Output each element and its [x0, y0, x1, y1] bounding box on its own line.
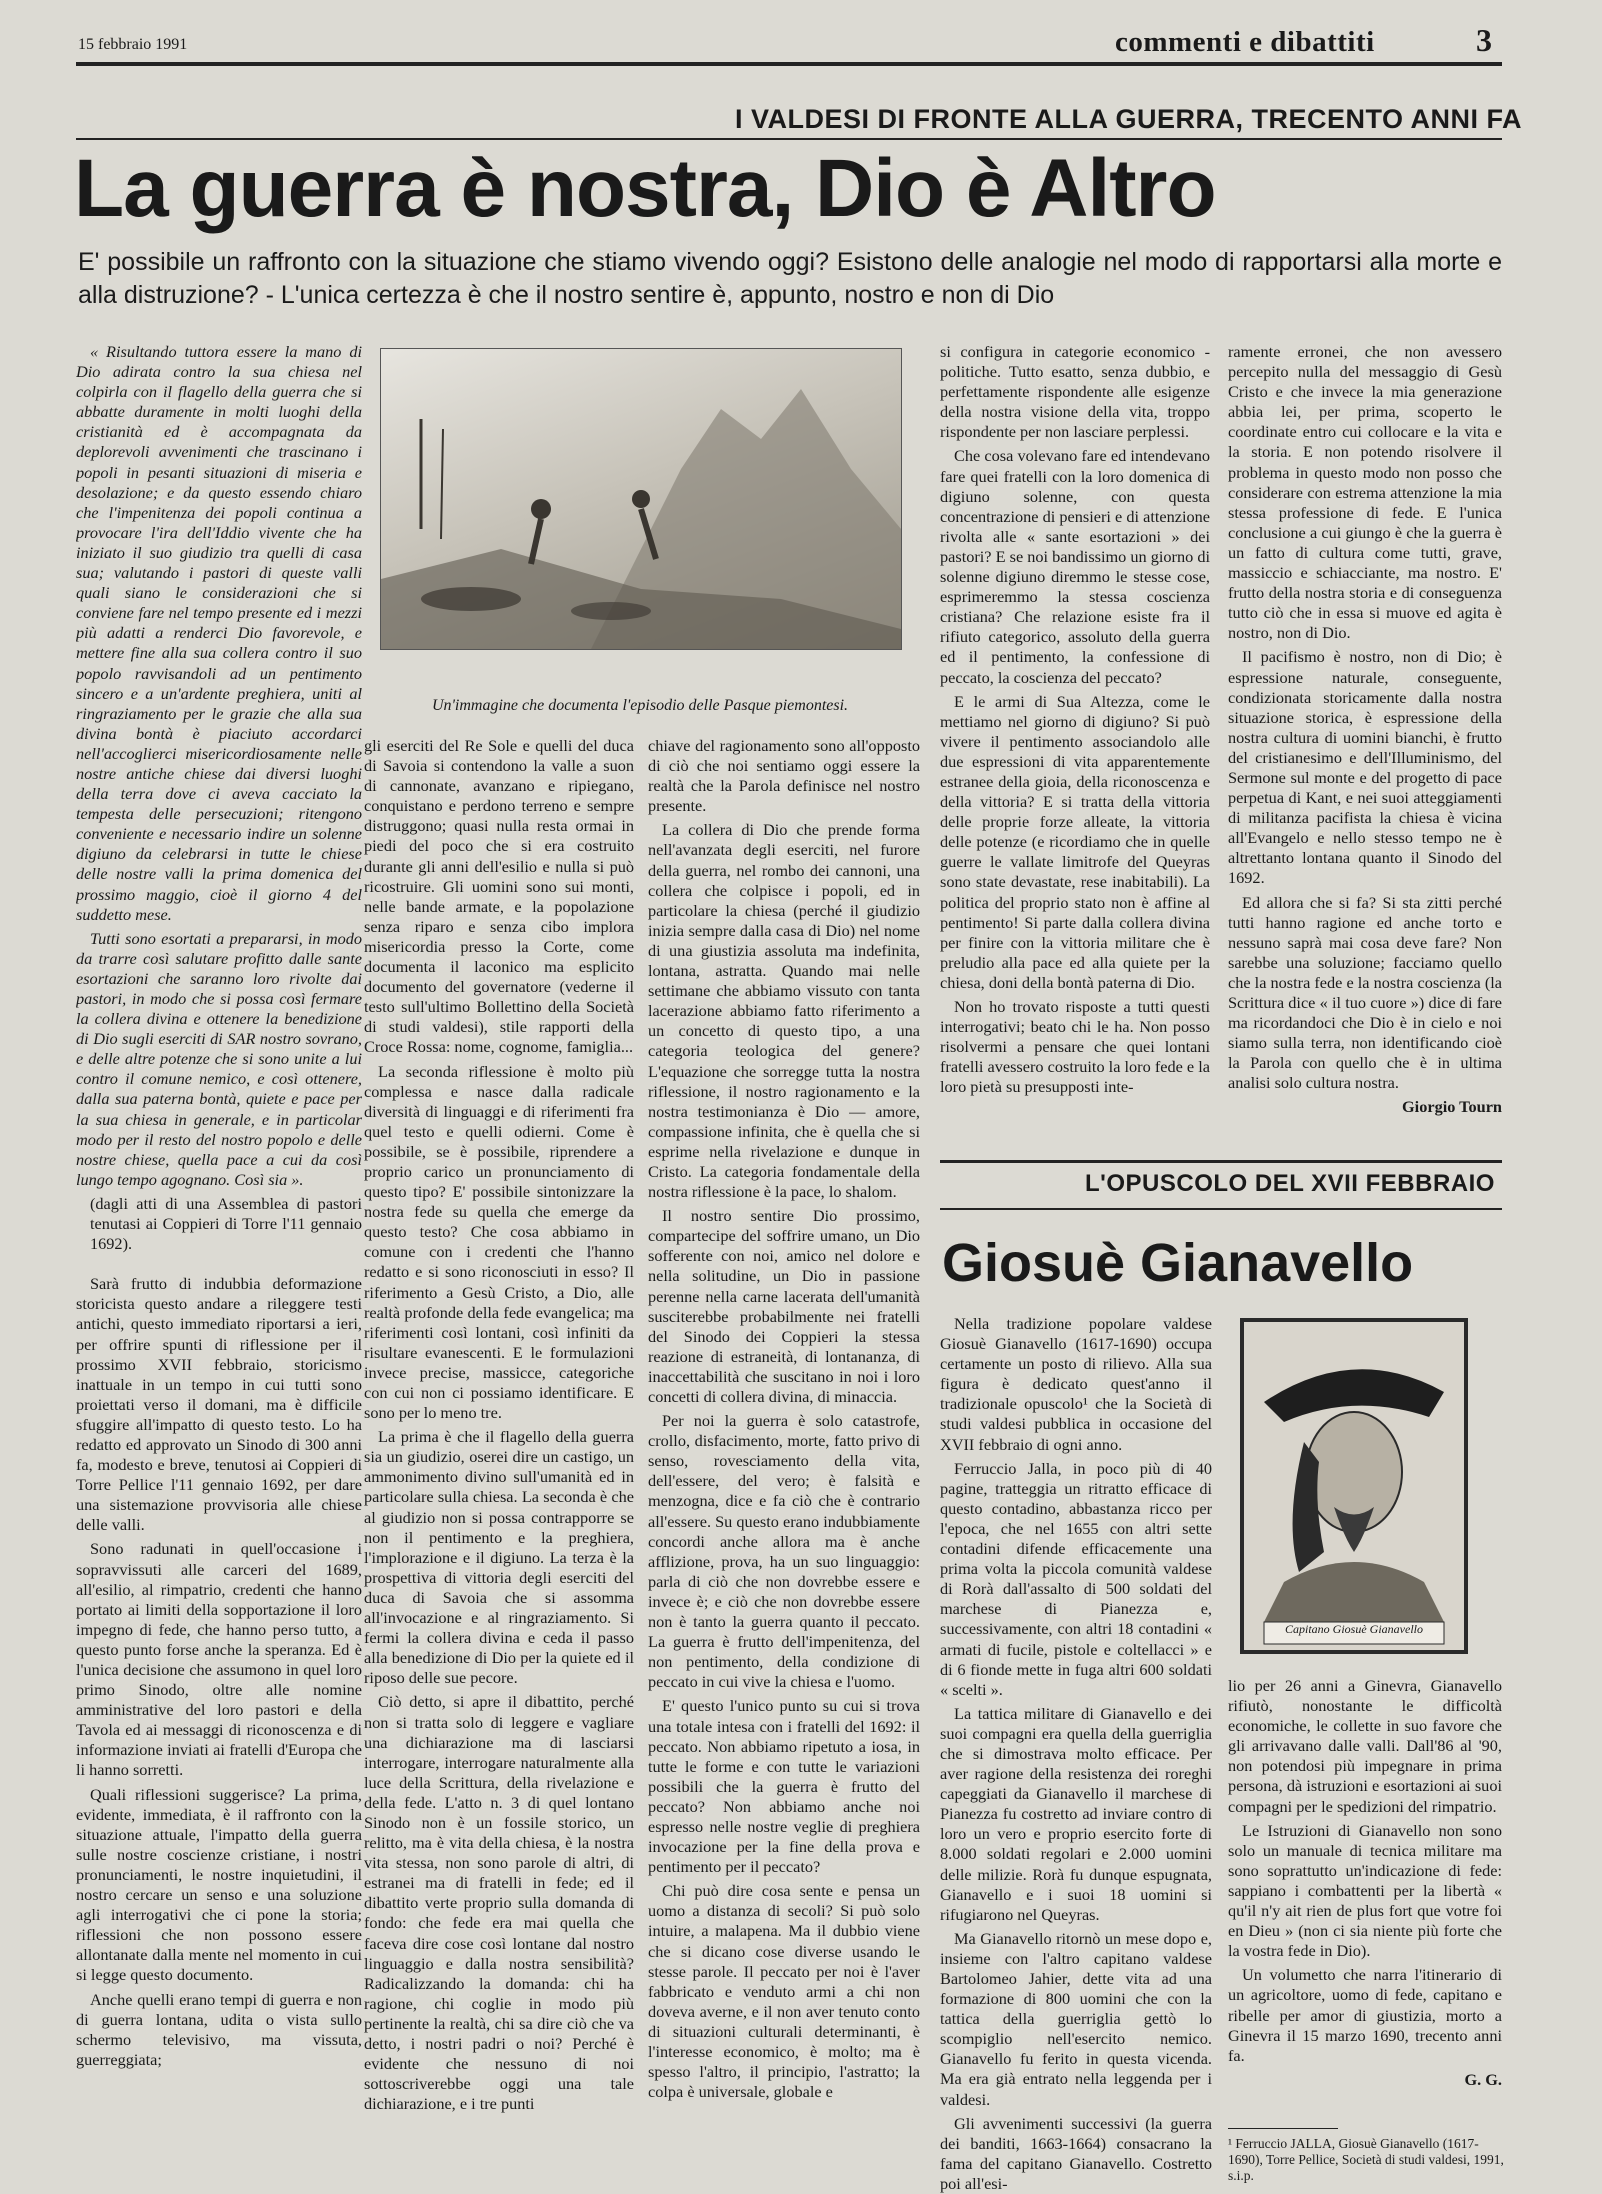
- paragraph: Non ho trovato risposte a tutti questi interrogativi; beato chi le ha. Non posso risolvermi a pensare che quei lontani fratelli avessero costruito la loro fede e la loro pietà su presupposti inte-: [940, 997, 1210, 1097]
- paragraph: La collera di Dio che prende forma nell'avanzata degli eserciti, nel furore della guerra, nel rombo dei cannoni, una collera che colpisce i popoli, ed in particolare la chiesa (perché il giudizio inizia sempre dalla casa di Dio) nel nome di una giustizia assoluta ma indefinita, lontana, astratta. Quando mai nelle settimane che abbiamo vissuto con tanta lacerazione abbiamo fatto riferimento a un concetto di questo tipo, a una categoria teologica del genere? L'equazione che sorregge tutta la nostra riflessione, il nostro ragionamento e la nostra testimonianza è Dio — amore, compassione infinita, che è quella che si esprime nella rivelazione e dunque in Cristo. La categoria fondamentale della nostra riflessione è la pace, lo shalom.: [648, 820, 920, 1202]
- gianavello-portrait: [1240, 1318, 1468, 1654]
- paragraph: Chi può dire cosa sente e pensa un uomo a distanza di secoli? Si può solo intuire, a malapena. Ma il dubbio viene che si dicano cose diverse usando le stesse parole. Il peccato per noi è l'aver fabbricato e venduto armi a chi non doveva averne, e il non aver tenuto conto di situazioni culturali determinanti, è l'interesse economico, è molto; ma è spesso l'altro, il principio, l'astratto; la colpa è universale, globale e: [648, 1881, 920, 2102]
- synod-quote: « Risultando tuttora essere la mano di Dio adirata contro la sua chiesa nel colpirla con il flagello della guerra che si abbatte duramente in molti luoghi della cristianità ed è accompagnata da deplorevoli avvenimenti che trascinano i popoli in pesanti situazioni di miseria e desolazione; e da questo essendo chiaro che l'impenitenza dei popoli continua a provocare l'ira dell'Iddio vivente che ha iniziato il suo giudizio tra quelli di casa sua; valutando i pastori di queste valli quali siano le considerazioni che si conviene fare nel tempo presente ed i mezzi più adatti a renderci Dio favorevole, e mettere fine alla sua collera contro il suo popolo ravvisandoli ad un pentimento sincero e a un'ardente preghiera, uniti al ringraziamento per le grazie che alla sua divina bontà è piaciuto accordarci nell'accoglierci misericordiosamente nelle nostre antiche chiese dai diversi luoghi della terra dove ci aveva cacciato la tempesta delle persecuzioni; ritengono conveniente e necessario indire un solenne digiuno da celebrarsi in tutte le chiese delle nostre valli la prima domenica del prossimo maggio, cioè il giorno 4 del suddetto mese.: [76, 342, 362, 924]
- article-column-1: [76, 342, 362, 2194]
- article-subhead: E' possibile un raffronto con la situazione che stiamo vivendo oggi? Esistono delle analogie nel modo di rapportarsi alla morte e alla distruzione? - L'unica certezza è che il nostro sentire è, appunto, nostro e non di Dio: [78, 248, 1502, 309]
- paragraph: Il pacifismo è nostro, non di Dio; è espressione naturale, conseguente, condizionata storicamente dalla nostra situazione storica, è espressione della nostra cultura di uomini bianchi, è frutto del cristianesimo e dell'Illuminismo, del Sermone sul monte e del progetto di pace perpetua di Kant, e nei suoi atteggiamenti di militanza pacifista la chiesa è vicina all'Evangelo e nello stesso tempo ne è altrettanto lontana quanto il Sinodo del 1692.: [1228, 647, 1502, 888]
- paragraph: Ciò detto, si apre il dibattito, perché non si tratta solo di leggere e vagliare una dichiarazione ma di lasciarsi interrogare, interrogare naturalmente alla luce della Scrittura, della rivelazione e della fede. L'atto n. 3 di quel lontano Sinodo non è un fossile storico, un relitto, ma è vita della chiesa, è la nostra vita stessa, non sono parole di altri, di estranei ma di fratelli in fede; ed il dibattito verte proprio sulla domanda di fondo: che fede era mai quella che faceva dire cose così lontane dal nostro linguaggio e dalla nostra sensibilità? Radicalizzando la domanda: chi ha ragione, chi coglie in modo più pertinente la realtà, chi sa dire ciò che va detto, i nostri padri o noi? Perché è evidente che nessuno di noi sottoscriverebbe oggi una tale dichiarazione, e i tre punti: [364, 1692, 634, 2114]
- paragraph: Che cosa volevano fare ed intendevano fare quei fratelli con la loro domenica di digiuno solenne, con questa concentrazione di pensieri e di attenzione rivolta alle « sante esortazioni » dei pastori? E se noi bandissimo un giorno di solenne digiuno diremmo le stesse cose, esprimeremmo la stessa coscienza cristiana? Che relazione esiste fra il rifiuto categorico, assoluto della guerra ed il pentimento, la confessione di peccato, la coscienza del peccato?: [940, 446, 1210, 687]
- paragraph: Ma Gianavello ritornò un mese dopo e, insieme con l'altro capitano valdese Bartolomeo Jahier, dette vita ad una formazione di 800 uomini che con la tattica della guerriglia gettò lo scompiglio nell'esercito nemico. Gianavello fu ferito in questa vicenda. Ma era già entrato nella leggenda per i valdesi.: [940, 1928, 1212, 2109]
- opuscolo-signature: G. G.: [1464, 2069, 1502, 2089]
- portrait-illustration: [1244, 1322, 1464, 1650]
- paragraph: Gli avvenimenti successivi (la guerra dei banditi, 1663-1664) consacrano la fama del capitano Gianavello. Costretto poi all'esi-: [940, 2113, 1212, 2193]
- article-headline: La guerra è nostra, Dio è Altro: [74, 143, 1216, 234]
- synod-quote-2: Tutti sono esortati a prepararsi, in modo da trarre così salutare profitto dalle sante esortazioni che saranno loro rivolte dai pastori, in modo che si possa così fermare la collera divina e ottenere la benedizione di Dio sugli eserciti di SAR nostro sovrano, e delle altre potenze che si sono unite a lui contro il comune nemico, e così ottenere, dalla sua paterna bontà, quiete e pace per la sua chiesa in generale, e in particolar modo per il resto del nostro popolo e delle nostre chiese, quella pace a cui da così lungo tempo agognano. Così sia ».: [76, 928, 362, 1189]
- paragraph: La prima è che il flagello della guerra sia un giudizio, oserei dire un castigo, un ammonimento divino sull'umanità ed in particolare sulla chiesa. La seconda è che al giudizio non si possa contrapporre se non il pentimento e la preghiera, l'implorazione e il digiuno. La terza è la prospettiva di vittoria degli eserciti del duca di Savoia che si assomma all'invocazione e al ringraziamento. Si fermi la collera divina e ceda il passo alla benedizione di Dio per la quiete ed il riposo delle sue pecore.: [364, 1427, 634, 1688]
- section-title: commenti e dibattiti: [1115, 26, 1375, 58]
- paragraph: La seconda riflessione è molto più complessa e nasce dalla radicale diversità di linguaggi e di riferimenti fra quel testo e quelli odierni. Come è possibile, se è possibile, riprendere a proprio carico un pronunciamento di questo tipo? E' possibile sintonizzare la nostra fede su quella che emerge da questo testo? Che cosa abbiamo in comune con i credenti che l'hanno redatto e si sono riconosciuti in esso? Il riferimento a Gesù Cristo, a Dio, alle realtà profonde della fede evangelica; ma riferimenti così lontani, così infiniti da risultare evanescenti. E le formulazioni invece precise, massicce, categoriche con cui non ci possiamo identificare. E sono per lo meno tre.: [364, 1061, 634, 1423]
- paragraph: gli eserciti del Re Sole e quelli del duca di Savoia si contendono la valle a suon di cannonate, avanzano e ripiegano, conquistano e perdono terreno e sempre distruggono; quasi nulla resta ormai in piedi del poco che si era costruito durante gli anni dell'esilio e nulla si può ricostruire. Gli uomini sono sui monti, nelle bande armate, e la popolazione senza riparo e senza cibo implora misericordia presso la Corte, come documenta il laconico ma esplicito documento del governatore (vederne il testo sull'ultimo Bollettino della Società di studi valdesi), stile rapporti della Croce Rossa: nome, cognome, famiglia...: [364, 736, 634, 1057]
- pasque-piemontesi-engraving: [380, 348, 902, 650]
- article-column-5: [1228, 342, 1502, 1132]
- engraving-illustration: [381, 349, 901, 649]
- opuscolo-title: Giosuè Gianavello: [942, 1233, 1414, 1293]
- paragraph: Un volumetto che narra l'itinerario di un agricoltore, uomo di fede, capitano e ribelle per amor di giustizia, morto a Ginevra il 15 marzo 1690, trecento anni fa.: [1228, 1965, 1502, 2065]
- opuscolo-kicker: L'OPUSCOLO DEL XVII FEBBRAIO: [1085, 1170, 1495, 1197]
- footnote: ¹ Ferruccio JALLA, Giosuè Gianavello (1617-1690), Torre Pellice, Società di studi valdesi, 1991, s.i.p.: [1228, 2136, 1504, 2183]
- article-kicker: I VALDESI DI FRONTE ALLA GUERRA, TRECENTO ANNI FA: [735, 104, 1523, 134]
- header-rule: [76, 62, 1502, 66]
- issue-date: 15 febbraio 1991: [78, 36, 188, 53]
- author-signature: Giorgio Tourn: [1402, 1097, 1502, 1117]
- footnote-rule: [1228, 2128, 1338, 2129]
- paragraph: Ed allora che si fa? Si sta zitti perché tutti hanno ragione ed anche torto e nessuno saprà mai cosa deve fare? Non sarebbe una soluzione; facciamo quello che la nostra fede e la nostra coscienza (la Scrittura dice « il tuo cuore ») dice di fare ma ricordandoci che Dio è in cielo e noi siamo sulla terra, non identificando cioè la Parola con quello che è in ultima analisi solo cultura nostra.: [1228, 892, 1502, 1093]
- article-column-2: [364, 736, 634, 2194]
- paragraph: chiave del ragionamento sono all'opposto di ciò che noi sentiamo oggi essere la realtà che la Parola definisce nel nostro presente.: [648, 736, 920, 816]
- paragraph: Il nostro sentire Dio prossimo, compartecipe del soffrire umano, un Dio sofferente con noi, amico nel dolore e nella solitudine, un Dio in passione perenne nella carne lacerata dell'umanità susciterebbe probabilmente nei fratelli del Sinodo dei Coppieri la stessa reazione di estraneità, di lontananza, di inaccettabilità che suscitano in noi i loro concetti di collera divina, di minaccia.: [648, 1206, 920, 1406]
- portrait-label: Capitano Giosuè Gianavello: [1285, 1622, 1423, 1636]
- article-column-4: [940, 342, 1210, 1132]
- paragraph: E' questo l'unico punto su cui si trova una totale intesa con i fratelli del 1692: il peccato. Non abbiamo ripetuto a iosa, in tutte le forme e con tutte le variazioni possibili che la guerra è frutto del peccato? Non abbiamo anche noi espresso nelle nostre veglie di preghiera invocazione per la fine della prova e pentimento per il peccato?: [648, 1696, 920, 1877]
- quote-source: (dagli atti di una Assemblea di pastori tenutasi ai Coppieri di Torre l'11 gennaio 1692).: [90, 1193, 362, 1254]
- paragraph: Anche quelli erano tempi di guerra e non di guerra lontana, udita o vista sullo schermo televisivo, ma vissuta, guerreggiata;: [76, 1989, 362, 2069]
- article-column-3: [648, 736, 920, 2194]
- opuscolo-kicker-rule: [940, 1208, 1502, 1210]
- paragraph: Le Istruzioni di Gianavello non sono solo un manuale di tecnica militare ma sono soprattutto un'indicazione di fede: sappiano i combattenti per la libertà « qu'il n'y ait rien de plus fort que votre foi en Dieu » (non ci sia niente più forte che la vostra fede in Dio).: [1228, 1820, 1502, 1961]
- paragraph: Per noi la guerra è solo catastrofe, crollo, disfacimento, morte, fatto privo di senso, rovesciamento della vita, dell'essere, del vero; è falsità e menzogna, dice e fa ciò che è contrario all'essere. Su questo erano indubbiamente concordi anche allora ma è anche afflizione, prova, ha un suo linguaggio: parla di ciò che non dovrebbe essere e invece è; e ciò che non dovrebbe essere non è tanto la guerra quanto il peccato. La guerra è frutto dell'impenitenza, del non pentimento, della condizione di peccato in cui vive la chiesa e l'uomo.: [648, 1411, 920, 1692]
- opuscolo-column-5: [1228, 1676, 1502, 2116]
- paragraph: Ferruccio Jalla, in poco più di 40 pagine, tratteggia un ritratto efficace di questo contadino, abbastanza ricco per l'epoca, che nel 1655 con altri sette contadini difende efficacemente una prima volta la piccola comunità valdese di Rorà dall'assalto di 500 soldati del marchese di Pianezza e, successivamente, con altri 18 contadini « armati di fucile, pistole e coltellacci » e di 6 fionde mette in fuga altri 600 soldati « scelti ».: [940, 1458, 1212, 1699]
- kicker-rule: [76, 138, 1502, 140]
- paragraph: E le armi di Sua Altezza, come le mettiamo nel giorno di digiuno? Si può vivere il pentimento associandolo alle due espressioni di vita apparentemente estranee della gioia, della riconoscenza e della vittoria? E si tratta della vittoria delle proprie forze alleate, la vittoria delle potenze (e ricordiamo che in quelle guerre le vallate limitrofe del Queyras sono state devastate, rese inabitabili). La politica del proprio stato non è affine al pentimento! Si parte dalla collera divina per finire con la vittoria militare che è preludio alla pace ed alla quiete per la chiesa, doni della bontà paterna di Dio.: [940, 691, 1210, 992]
- paragraph: lio per 26 anni a Ginevra, Gianavello rifiutò, nonostante le difficoltà economiche, le collette in suo favore che gli arrivavano dalle valli. Dall'86 al '90, non potendosi più impegnare in prima persona, dà istruzioni e esortazioni ai suoi compagni per le spedizioni del rimpatrio.: [1228, 1676, 1502, 1816]
- opuscolo-top-rule: [940, 1160, 1502, 1163]
- paragraph: ramente erronei, che non avessero percepito nulla del messaggio di Gesù Cristo e che invece la mia generazione abbia lei, per prima, scoperto le coordinate entro cui collocare e la vita e la storia. E non potendo risolvere il problema in questo modo non posso che considerare con estrema attenzione la mia stessa professione di fede. E l'unica conclusione a cui giungo è che la guerra è un fatto di cultura come tutti, grave, massiccio e schiacciante, ma nostro. E' frutto della nostra storia e di conseguenza tutto ciò che in essa si muove ed agita è nostro, non di Dio.: [1228, 342, 1502, 643]
- paragraph: Sarà frutto di indubbia deformazione storicista questo andare a rileggere testi antichi, questo immediato riportarsi a ieri, per offrire spunti di riflessione per il prossimo XVII febbraio, storicismo inattuale in un tempo in cui tutti sono proiettati verso il domani, ma è difficile sfuggire all'impatto di questo testo. Lo ha redatto ed approvato un Sinodo di 300 anni fa, modesto e breve, tenutosi ai Coppieri di Torre Pellice l'11 gennaio 1692, per dare una sistemazione provvisoria alle chiese delle valli.: [76, 1274, 362, 1535]
- paragraph: La tattica militare di Gianavello e dei suoi compagni era quella della guerriglia che si dimostrava molto efficace. Per aver ragione della resistenza dei roreghi capeggiati da Gianavello il marchese di Pianezza fu costretto ad inviare contro di loro un vero e proprio esercito forte di 8.000 soldati regolari e 2.000 uomini delle milizie. Rorà fu dunque espugnata, Gianavello e i suoi 18 uomini si rifugiarono nel Queyras.: [940, 1703, 1212, 1924]
- page-number: 3: [1476, 22, 1492, 58]
- paragraph: Quali riflessioni suggerisce? La prima, evidente, immediata, è il raffronto con la situazione attuale, l'impatto della guerra sulle nostre coscienze cristiane, i nostri pronunciamenti, le nostre inquietudini, il nostro cercare un senso e una soluzione agli interrogativi che ci pone la storia; riflessioni che non possono essere allontanate dalla mente nel momento in cui si legge questo documento.: [76, 1784, 362, 1985]
- image-caption: Un'immagine che documenta l'episodio delle Pasque piemontesi.: [431, 697, 849, 714]
- paragraph: Sono radunati in quell'occasione i sopravvissuti alle carceri del 1689, all'esilio, al rimpatrio, credenti che hanno portato ai limiti della sopportazione il loro impegno di fede, che hanno perso tutto, a questo punto forse anche la speranza. Ed è l'unica decisione che assumono in quel loro primo Sinodo, oltre alle nomine amministrative del loro pastori e della Tavola ed ai messaggi di riconoscenza e di informazione inviati ai fratelli d'Europa che li hanno sorretti.: [76, 1539, 362, 1780]
- paragraph: Nella tradizione popolare valdese Giosuè Gianavello (1617-1690) occupa certamente un posto di rilievo. Alla sua figura è dedicato quest'anno il tradizionale opuscolo¹ che la Società di studi valdesi pubblica in occasione del XVII febbraio di ogni anno.: [940, 1314, 1212, 1454]
- paragraph: si configura in categorie economico - politiche. Tutto esatto, senza dubbio, e perfettamente rispondente alle esigenze della nostra visione della vita, troppo rispondente per non lasciare perplessi.: [940, 342, 1210, 442]
- opuscolo-column-4: [940, 1314, 1212, 2194]
